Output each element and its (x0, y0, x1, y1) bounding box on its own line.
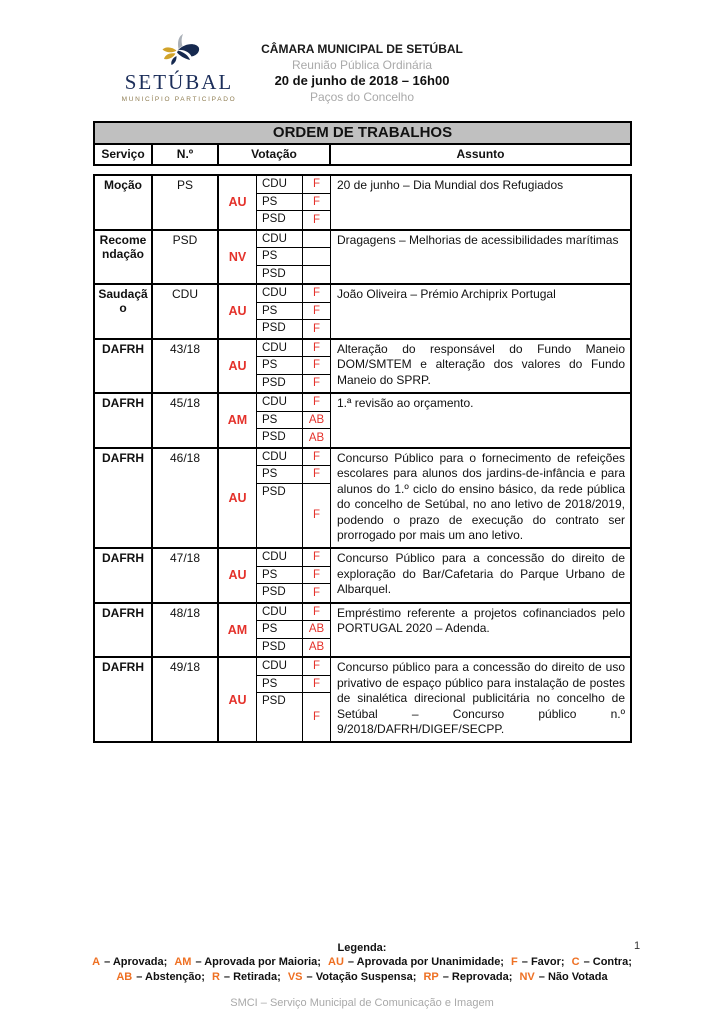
legend-label: – Não Votada (538, 970, 608, 983)
party-vote-row (257, 584, 330, 602)
party-vote-row (257, 194, 330, 212)
agenda-table (93, 174, 632, 743)
party-vote-row (257, 484, 330, 548)
party-vote-value: F (312, 213, 321, 226)
legend-item (92, 956, 167, 968)
party-label: PSD (257, 484, 303, 548)
numero-cell: 43/18 (153, 340, 219, 393)
vote-result-cell: AU (219, 285, 257, 338)
legend (0, 941, 724, 984)
legend-item (116, 971, 205, 983)
party-vote-row (257, 567, 330, 585)
assunto-cell: Dragagens – Melhorias de acessibilidades marítimas (337, 232, 619, 247)
party-vote-value: F (312, 287, 321, 300)
legend-item (572, 956, 632, 968)
legend-code: VS (287, 970, 303, 983)
legend-label: – Aprovada; (104, 956, 168, 969)
table-row (95, 549, 630, 604)
legend-item (212, 971, 281, 983)
party-vote-row (257, 231, 330, 249)
numero-cell: CDU (153, 285, 219, 338)
party-label: CDU (257, 658, 303, 675)
legend-code: RP (423, 970, 439, 983)
vote-result-cell: AM (219, 604, 257, 657)
party-label: CDU (257, 449, 303, 466)
party-vote-value: F (312, 605, 321, 618)
party-votes (257, 394, 331, 447)
numero-cell: 45/18 (153, 394, 219, 447)
party-vote-value (303, 231, 330, 248)
party-vote-value: F (312, 509, 321, 522)
legend-code: F (511, 956, 518, 969)
agenda-title-table (93, 121, 632, 166)
servico-cell: DAFRH (95, 549, 153, 602)
table-row (95, 176, 630, 231)
numero-cell: 47/18 (153, 549, 219, 602)
assunto-cell: 1.ª revisão ao orçamento. (337, 396, 474, 410)
party-label: CDU (257, 604, 303, 621)
column-header-row (95, 145, 630, 164)
numero-cell: 46/18 (153, 449, 219, 548)
party-votes (257, 658, 331, 741)
setubal-logo (96, 34, 262, 103)
party-vote-row (257, 449, 330, 467)
party-vote-value: F (312, 677, 321, 690)
party-label: CDU (257, 285, 303, 302)
party-vote-value: F (312, 568, 321, 581)
party-label: CDU (257, 340, 303, 357)
party-vote-value: AB (308, 431, 325, 444)
party-label: PS (257, 412, 303, 429)
legend-label: – Aprovada por Maioria; (195, 956, 321, 969)
party-vote-row (257, 621, 330, 639)
party-votes (257, 285, 331, 338)
servico-cell: DAFRH (95, 394, 153, 447)
page-footer: SMCI – Serviço Municipal de Comunicação e Imagem (230, 997, 494, 1009)
party-vote-value: F (312, 396, 321, 409)
party-label: PSD (257, 375, 303, 393)
party-vote-value: F (312, 586, 321, 599)
party-label: PS (257, 303, 303, 320)
servico-cell: Moção (95, 176, 153, 229)
document-header (0, 42, 724, 104)
column-header-votacao: Votação (219, 145, 331, 164)
party-label: CDU (257, 231, 303, 248)
org-title: CÂMARA MUNICIPAL DE SETÚBAL (261, 42, 463, 56)
column-header-servico: Serviço (95, 145, 153, 164)
party-votes (257, 340, 331, 393)
party-vote-row (257, 303, 330, 321)
party-vote-row (257, 340, 330, 358)
logo-wordmark: SETÚBAL (124, 70, 234, 94)
legend-label: – Votação Suspensa; (306, 970, 417, 983)
legend-label: – Retirada; (223, 970, 281, 983)
vote-result-cell: AU (219, 340, 257, 393)
legend-code: R (211, 970, 220, 983)
party-vote-value: F (312, 377, 321, 390)
party-vote-row (257, 549, 330, 567)
party-label: CDU (257, 176, 303, 193)
table-row (95, 449, 630, 550)
party-label: PS (257, 676, 303, 693)
party-vote-value: F (312, 359, 321, 372)
legend-item (519, 971, 607, 983)
meeting-type: Reunião Pública Ordinária (291, 58, 433, 72)
assunto-cell: Alteração do responsável do Fundo Maneio DOM/SMTEM e alteração dos valores do Fundo Maneio do SPRP. (337, 341, 625, 387)
party-vote-row (257, 676, 330, 694)
party-vote-row (257, 357, 330, 375)
party-label: PSD (257, 429, 303, 447)
assunto-cell: 20 de junho – Dia Mundial dos Refugiados (337, 178, 564, 192)
party-label: PS (257, 466, 303, 483)
party-votes (257, 231, 331, 284)
servico-cell: DAFRH (95, 340, 153, 393)
party-vote-row (257, 466, 330, 484)
party-vote-value: F (312, 450, 321, 463)
servico-cell: DAFRH (95, 604, 153, 657)
legend-label: – Abstenção; (136, 970, 205, 983)
vote-result-cell: AU (219, 658, 257, 741)
party-vote-row (257, 604, 330, 622)
party-vote-row (257, 394, 330, 412)
legend-code: AM (174, 956, 192, 969)
party-vote-row (257, 693, 330, 741)
legend-code: C (571, 956, 580, 969)
legend-code: AB (116, 970, 133, 983)
meeting-datetime: 20 de junho de 2018 – 16h00 (274, 73, 450, 88)
servico-cell: Saudação (95, 285, 153, 338)
legend-line-2 (0, 970, 724, 984)
party-vote-row (257, 639, 330, 657)
vote-result-cell: AU (219, 176, 257, 229)
party-vote-value: AB (308, 641, 325, 654)
party-label: CDU (257, 549, 303, 566)
servico-cell: Recomendação (95, 231, 153, 284)
assunto-cell: Concurso público para a concessão do direito de uso privativo de espaço público para instalação de postes de sinalética direcional publicitária no concelho de Setúbal – Concurso público n.º 9/2018/DAFRH/DIGEF/SECPP. (337, 660, 625, 737)
logo-tagline: MUNICÍPIO PARTICIPADO (121, 96, 237, 103)
party-vote-row (257, 266, 330, 284)
party-vote-value: F (312, 551, 321, 564)
column-header-assunto: Assunto (456, 147, 505, 161)
party-vote-row (257, 658, 330, 676)
vote-result-cell: AU (219, 449, 257, 548)
numero-cell: 48/18 (153, 604, 219, 657)
legend-label: – Contra; (583, 956, 632, 969)
party-vote-value: AB (308, 623, 325, 636)
legend-item (174, 956, 321, 968)
party-label: PSD (257, 266, 303, 284)
numero-cell: PSD (153, 231, 219, 284)
party-vote-row (257, 320, 330, 338)
party-vote-value: F (312, 195, 321, 208)
legend-label: – Aprovada por Unanimidade; (347, 956, 504, 969)
party-label: PSD (257, 693, 303, 741)
party-label: PS (257, 621, 303, 638)
party-label: PS (257, 357, 303, 374)
party-votes (257, 549, 331, 602)
legend-item (423, 971, 512, 983)
table-row (95, 231, 630, 286)
vote-result-cell: NV (219, 231, 257, 284)
legend-item (511, 956, 565, 968)
party-vote-row (257, 176, 330, 194)
page-number: 1 (634, 940, 641, 952)
column-header-numero: N.º (153, 145, 219, 164)
assunto-cell: Concurso Público para o fornecimento de refeições escolares para alunos dos jardins-de-infância e para alunos do 1.º ciclo do ensino básico, da rede pública do concelho de Setúbal, no ano letivo de 2018/2019, podendo o prazo de execução do contrato ser prorrogado por mais um ano letivo. (337, 450, 625, 543)
party-label: PSD (257, 211, 303, 229)
numero-cell: PS (153, 176, 219, 229)
legend-code: A (92, 956, 101, 969)
party-vote-value: AB (308, 413, 325, 426)
party-label: PSD (257, 320, 303, 338)
party-label: PS (257, 567, 303, 584)
party-vote-value: F (312, 660, 321, 673)
agenda-title: ORDEM DE TRABALHOS (95, 123, 630, 145)
party-vote-row (257, 285, 330, 303)
party-label: CDU (257, 394, 303, 411)
party-vote-value: F (312, 304, 321, 317)
table-row (95, 604, 630, 659)
party-vote-value: F (312, 178, 321, 191)
party-vote-value: F (312, 341, 321, 354)
party-label: PS (257, 248, 303, 265)
legend-label: – Favor; (521, 956, 565, 969)
numero-cell: 49/18 (153, 658, 219, 741)
party-vote-value (303, 248, 330, 265)
legend-code: NV (519, 970, 535, 983)
vote-result-cell: AM (219, 394, 257, 447)
party-label: PSD (257, 639, 303, 657)
party-votes (257, 449, 331, 548)
party-vote-value: F (312, 322, 321, 335)
party-vote-row (257, 429, 330, 447)
table-row (95, 340, 630, 395)
table-row (95, 285, 630, 340)
party-vote-value: F (312, 711, 321, 724)
party-vote-row (257, 211, 330, 229)
legend-label: – Reprovada; (442, 970, 513, 983)
legend-code: AU (328, 956, 344, 969)
vote-result-cell: AU (219, 549, 257, 602)
party-vote-value: F (312, 468, 321, 481)
servico-cell: DAFRH (95, 449, 153, 548)
table-row (95, 658, 630, 741)
legend-item (288, 971, 417, 983)
assunto-cell: Empréstimo referente a projetos cofinanciados pelo PORTUGAL 2020 – Adenda. (337, 605, 625, 636)
party-votes (257, 604, 331, 657)
party-vote-value (303, 266, 330, 284)
assunto-cell: João Oliveira – Prémio Archiprix Portugal (337, 287, 556, 301)
assunto-cell: Concurso Público para a concessão do direito de exploração do Bar/Cafetaria do Parque Urbano de Albarquel. (337, 551, 625, 597)
party-vote-row (257, 248, 330, 266)
party-label: PSD (257, 584, 303, 602)
party-label: PS (257, 194, 303, 211)
setubal-logo-icon (154, 34, 204, 72)
table-row (95, 394, 630, 449)
legend-item (328, 956, 504, 968)
legend-title: Legenda: (337, 942, 387, 954)
meeting-location: Paços do Concelho (309, 90, 415, 104)
party-vote-row (257, 412, 330, 430)
servico-cell: DAFRH (95, 658, 153, 741)
legend-line-1 (0, 955, 724, 969)
party-votes (257, 176, 331, 229)
party-vote-row (257, 375, 330, 393)
